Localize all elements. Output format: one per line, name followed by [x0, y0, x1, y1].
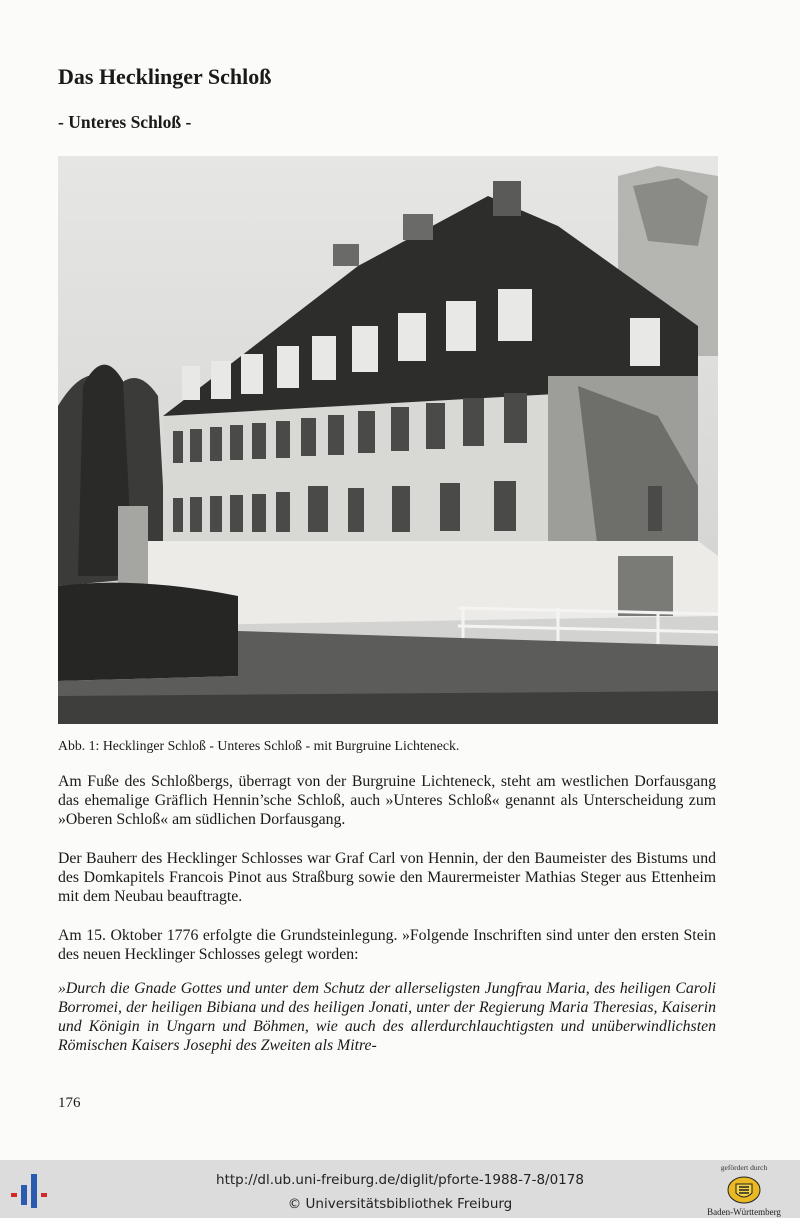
- paragraph-4-quote: »Durch die Gnade Gottes und unter dem Schutz der allerseligsten Jungfrau Maria, des heiligen Caroli Borromei, der heiligen Bibiana und des heiligen Jonati, unter der Regierung Maria Theresias, Kaiserin und Königin in Ungarn und Böhmen, wie auch des allerdurchlauchtigsten und unüberwindlichsten Römischen Kaisers Josephi des Zweiten als Mitre-: [58, 980, 716, 1054]
- copyright-notice: © Universitätsbibliothek Freiburg: [287, 1196, 513, 1212]
- sponsor-bottom-text: Baden-Württemberg: [707, 1207, 781, 1217]
- figure-caption: Abb. 1: Hecklinger Schloß - Unteres Schloß - mit Burgruine Lichteneck.: [58, 738, 460, 753]
- paragraph-3: Am 15. Oktober 1776 erfolgte die Grundsteinlegung. »Folgende Inschriften sind unter den ersten Stein des neuen Hecklinger Schlosses gelegt worden:: [58, 927, 716, 963]
- library-footer: [0, 1160, 800, 1218]
- sponsor-top-text: gefördert durch: [720, 1163, 768, 1172]
- paragraph-2: Der Bauherr des Hecklinger Schlosses war Graf Carl von Hennin, der den Baumeister des Bistums und des Domkapitels Francois Pinot aus Straßburg sowie den Maurermeister Mathias Steger aus Ettenheim mit dem Neubau beauftragte.: [58, 850, 716, 905]
- castle-photo-illustration: [58, 156, 718, 724]
- document-url-link[interactable]: http://dl.ub.uni-freiburg.de/diglit/pforte-1988-7-8/0178: [216, 1172, 584, 1188]
- baden-wuerttemberg-coat-of-arms-icon: [726, 1175, 762, 1205]
- page-number: 176: [58, 1095, 81, 1111]
- sponsor-badge: [694, 1163, 794, 1217]
- paragraph-1: Am Fuße des Schloßbergs, überragt von der Burgruine Lichteneck, steht am westlichen Dorfausgang das ehemalige Gräflich Hennin’sche Schloß, auch »Unteres Schloß« genannt als Unterscheidung zum »Oberen Schloß« am südlichen Dorfausgang.: [58, 773, 716, 828]
- page-title: Das Hecklinger Schloß: [58, 64, 272, 89]
- castle-photograph: [58, 156, 718, 724]
- page-subtitle: - Unteres Schloß -: [58, 112, 192, 132]
